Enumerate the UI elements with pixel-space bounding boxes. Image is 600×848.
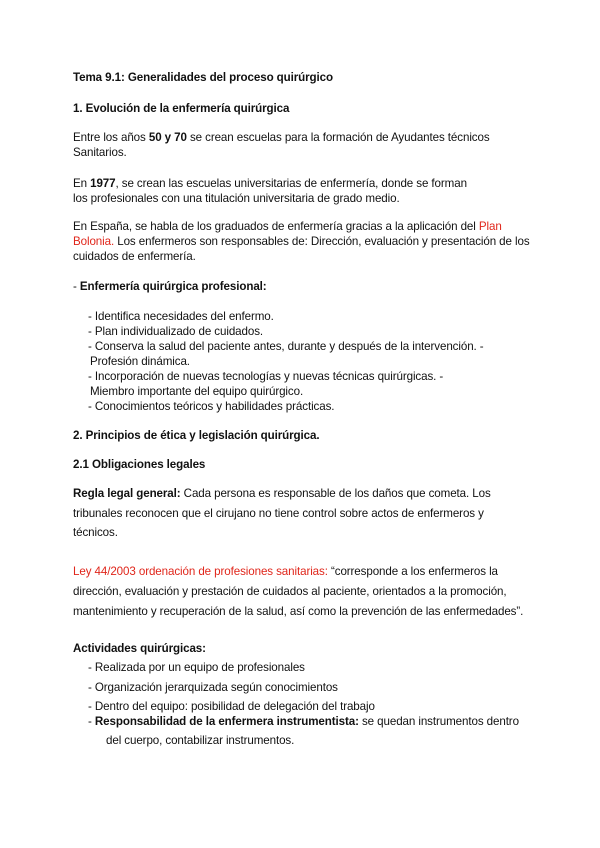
list-item: - Conocimientos teóricos y habilidades prácticas. <box>88 400 335 413</box>
paragraph-3-line1 <box>73 219 502 234</box>
law-line2: dirección, evaluación y prestación de cuidados al paciente, orientados a la promoción, <box>73 585 507 598</box>
paragraph-1-line1 <box>73 130 490 145</box>
text: En <box>73 177 91 190</box>
dash: - <box>88 715 95 728</box>
paragraph-1-line2: Sanitarios. <box>73 146 127 159</box>
text: En España, se habla de los graduados de enfermería gracias a la aplicación del <box>73 220 479 233</box>
plan-bolonia-link: Bolonia. <box>73 235 115 248</box>
list-item: Profesión dinámica. <box>90 355 190 368</box>
year-70: 70 <box>174 131 187 144</box>
rule-line2: tribunales reconocen que el cirujano no tiene control sobre actos de enfermeros y <box>73 507 484 520</box>
paragraph-3-line2 <box>73 234 530 249</box>
law-line1 <box>73 564 498 579</box>
paragraph-3-line3: cuidados de enfermería. <box>73 250 196 263</box>
responsibility-label: Responsabilidad de la enfermera instrumentista: <box>94 715 359 728</box>
year-1977: 1977 <box>90 177 116 190</box>
paragraph-2-line2: los profesionales con una titulación universitaria de grado medio. <box>73 192 400 205</box>
paragraph-2-line1 <box>73 176 467 191</box>
list-item: - Realizada por un equipo de profesionales <box>88 661 305 674</box>
text: se crean escuelas para la formación de Ayudantes técnicos <box>186 131 490 144</box>
text: “corresponde a los enfermeros la <box>327 565 498 578</box>
professional-heading <box>73 279 267 294</box>
text: , se crean las escuelas universitarias de enfermería, donde se forman <box>115 177 467 190</box>
rule-line3: técnicos. <box>73 526 118 539</box>
section2-subheading: 2.1 Obligaciones legales <box>73 458 206 471</box>
dash: - <box>73 280 80 293</box>
doc-title: Tema 9.1: Generalidades del proceso quirúrgico <box>73 71 333 84</box>
section2-heading: 2. Principios de ética y legislación quirúrgica. <box>73 429 320 442</box>
list-item: Miembro importante del equipo quirúrgico. <box>90 385 304 398</box>
year-50: 50 <box>148 131 162 144</box>
list-item: - Identifica necesidades del enfermo. <box>88 310 274 323</box>
rule-label: Regla legal general: <box>73 487 181 500</box>
plan-bolonia-link: Plan <box>478 220 502 233</box>
list-item <box>88 714 519 729</box>
law-reference: Ley 44/2003 ordenación de profesiones sanitarias: <box>73 565 328 578</box>
section1-heading: 1. Evolución de la enfermería quirúrgica <box>73 102 290 115</box>
list-item: - Plan individualizado de cuidados. <box>88 325 264 338</box>
text: Los enfermeros son responsables de: Dirección, evaluación y presentación de los <box>114 235 530 248</box>
list-item-continuation: del cuerpo, contabilizar instrumentos. <box>106 734 295 747</box>
activities-heading: Actividades quirúrgicas: <box>73 642 206 655</box>
law-line3: mantenimiento y recuperación de la salud, así como la prevención de las enfermedades”. <box>73 605 524 618</box>
professional-heading-text: Enfermería quirúrgica profesional: <box>79 280 267 293</box>
list-item: - Incorporación de nuevas tecnologías y nuevas técnicas quirúrgicas. - <box>88 370 444 383</box>
list-item: - Conserva la salud del paciente antes, durante y después de la intervención. - <box>88 340 484 353</box>
text: Entre los años <box>73 131 149 144</box>
list-item: - Dentro del equipo: posibilidad de delegación del trabajo <box>88 700 375 713</box>
text: Cada persona es responsable de los daños que cometa. Los <box>180 487 491 500</box>
list-item: - Organización jerarquizada según conocimientos <box>88 681 338 694</box>
text: se quedan instrumentos dentro <box>358 715 519 728</box>
rule-line1 <box>73 486 491 501</box>
text: y <box>161 131 175 144</box>
